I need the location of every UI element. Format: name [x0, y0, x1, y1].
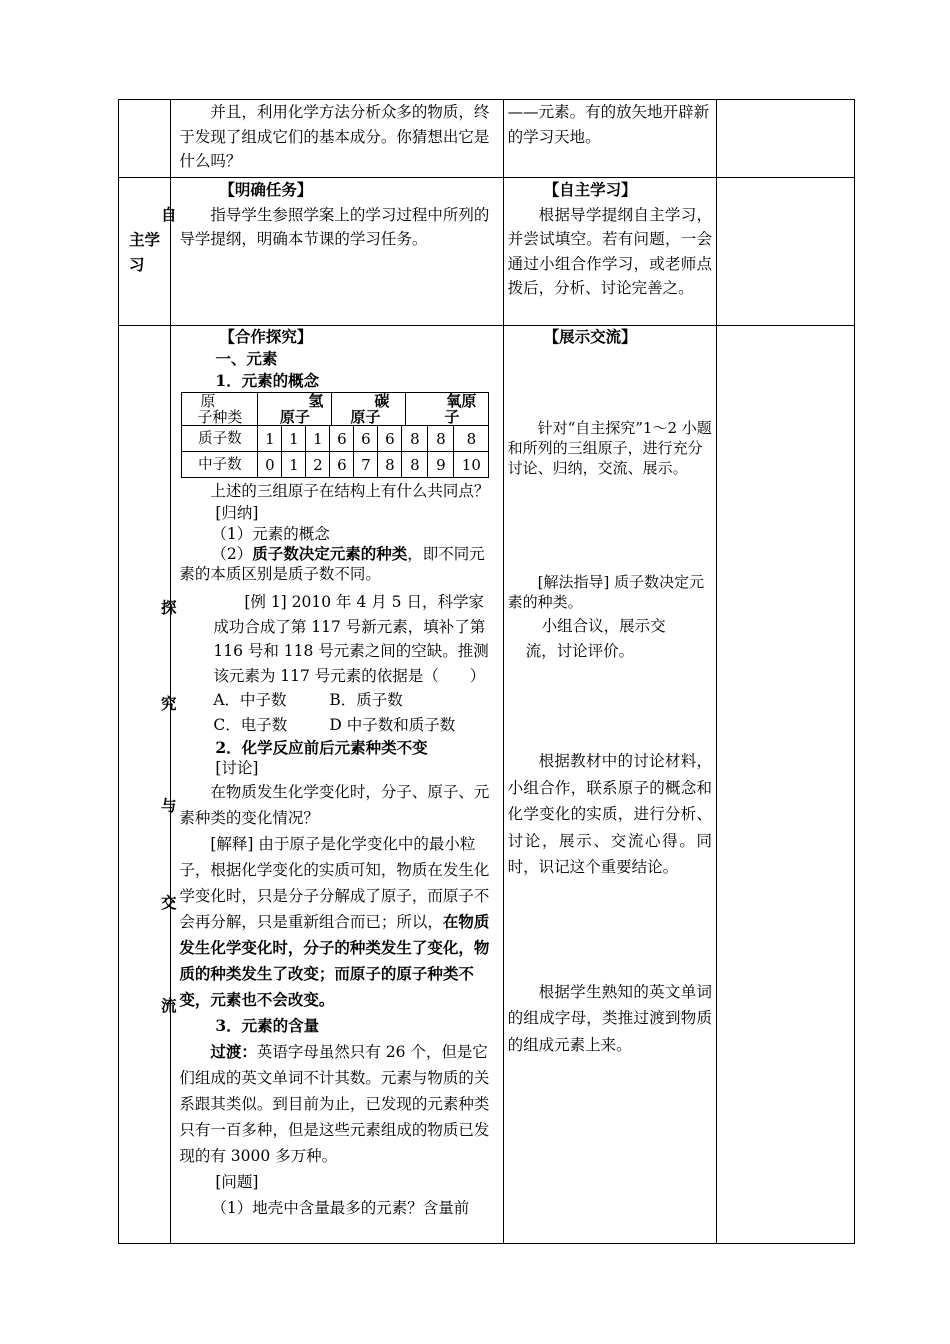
transition-label: 过渡：: [210, 1042, 257, 1061]
atom-question: 上述的三组原子在结构上有什么共同点？: [210, 482, 490, 500]
carbon-top: 碳: [374, 392, 390, 410]
proton-value: 6: [330, 426, 354, 452]
exchange-heading: 【展示交流】: [543, 327, 637, 346]
summary-item-2-prefix: （2）: [211, 545, 253, 563]
choice-a: A．中子数: [213, 691, 287, 709]
atom-data-table: [181, 425, 489, 478]
exchange-p3b: 流，讨论评价。: [525, 641, 635, 660]
atom-table: [181, 392, 489, 425]
proton-value: 8: [428, 426, 454, 452]
explore-label-char-1: 探: [161, 598, 177, 617]
explore-label-char-3: 与: [161, 796, 177, 815]
atom-row-protons: [182, 426, 489, 452]
table-row-self-study: [119, 178, 855, 326]
neutron-value: 2: [306, 452, 330, 478]
self-study-text: 根据导学提纲自主学习，并尝试填空。若有问题，一会通过小组合作学习，或老师点拨后，分析、讨论完善之。: [507, 205, 713, 297]
section-elements: 一、元素: [215, 349, 278, 368]
task-text: 指导学生参照学案上的学习过程中所列的导学提纲，明确本节课的学习任务。: [179, 205, 490, 248]
task-heading: 【明确任务】: [219, 180, 313, 199]
neutron-value: 7: [354, 452, 378, 478]
summary-item-2-rest: ，即不同元素的本质区别是质子数不同。: [179, 545, 485, 583]
carbon-bottom: 原子: [350, 408, 381, 426]
neutron-value: 9: [428, 452, 454, 478]
corner-top: 原: [200, 392, 216, 410]
summary-item-2-bold: 质子数决定元素的种类: [252, 544, 408, 563]
exchange-p4: 根据教材中的讨论材料，小组合作，联系原子的概念和化学变化的实质，进行分析、讨论，展示、交流心得。同时，识记这个重要结论。: [507, 752, 713, 876]
intro-teacher-text: 并且，利用化学方法分析众多的物质，终于发现了组成它们的基本成分。你猜想出它是什么吗？: [179, 103, 490, 170]
summary-item-2: [171, 544, 502, 584]
exchange-p3a: 小组合议，展示交: [541, 617, 666, 635]
question-tag: [问题]: [215, 1173, 259, 1191]
lesson-plan-table: [118, 99, 855, 1244]
notes-cell: [717, 326, 855, 1244]
transition-text: [171, 1039, 502, 1169]
choices-row-2: [171, 713, 502, 738]
discuss-text: 在物质发生化学变化时，分子、原子、元素种类的变化情况？: [179, 783, 490, 827]
notes-cell: [717, 100, 855, 178]
explanation-text: [171, 831, 502, 1013]
student-activity-cell: [503, 326, 716, 1244]
explore-label-char-4: 交: [161, 893, 177, 912]
hydrogen-top: 氢: [308, 392, 324, 410]
label-cell-self-study: [119, 178, 177, 326]
atom-table-header: [182, 393, 489, 426]
summary-tag: [归纳]: [215, 504, 259, 522]
proton-value: 1: [306, 426, 330, 452]
student-activity-cell: [503, 178, 716, 326]
proton-value: 6: [378, 426, 402, 452]
subsection-content: 3．元素的含量: [215, 1016, 320, 1035]
section-label-line3: 习: [129, 255, 145, 274]
atom-row-neutrons: [182, 452, 489, 478]
protons-label: 质子数: [182, 426, 258, 452]
label-cell-explore: [119, 326, 177, 1244]
neutron-value: 6: [330, 452, 354, 478]
choices-row-1: [171, 688, 502, 713]
oxygen-top: 氧原: [446, 392, 477, 410]
explanation-normal: [解释] 由于原子是化学变化中的最小粒子，根据化学变化的实质可知，物质在发生化学变化时，只是分子分解成了原子，而原子不会再分解，只是重新组合而已；所以，: [179, 835, 490, 931]
table-row-explore: [119, 326, 855, 1244]
corner-bottom: 子种类: [197, 408, 243, 426]
atom-group-oxygen: [406, 393, 489, 426]
teacher-activity-cell: [171, 326, 503, 1244]
table-row-intro: [119, 100, 855, 178]
proton-value: 8: [454, 426, 489, 452]
exchange-p2: [解法指导] 质子数决定元素的种类。: [507, 573, 705, 611]
notes-cell: [717, 178, 855, 326]
atom-group-carbon: [332, 393, 406, 426]
self-study-heading: 【自主学习】: [543, 180, 637, 199]
explore-label-char-5: 流: [161, 996, 177, 1015]
choice-b: B．质子数: [329, 691, 403, 709]
section-label-line2: 主学: [129, 230, 161, 249]
explanation-bold: 在物质发生化学变化时，分子的种类发生了变化，物质的种类发生了改变；而原子的原子种类不变，元素也不会改变。: [179, 912, 490, 1009]
example-question: [例 1] 2010 年 4 月 5 日，科学家成功合成了第 117 号新元素，填补了第 116 号和 118 号元素之间的空缺。推测该元素为 117 号元素的依据是（ ）: [213, 593, 489, 685]
proton-value: 8: [402, 426, 428, 452]
neutron-value: 0: [258, 452, 282, 478]
oxygen-bottom: 子: [444, 408, 460, 426]
choice-c: C．电子数: [213, 715, 288, 734]
transition-body: 英语字母虽然只有 26 个，但是它们组成的英文单词不计其数。元素与物质的关系跟其类似。到目前为止，已发现的元素种类只有一百多种，但是这些元素组成的物质已发现的有 3000 多万种。: [179, 1043, 490, 1165]
neutron-value: 8: [402, 452, 428, 478]
hydrogen-bottom: 原子: [279, 408, 310, 426]
neutrons-label: 中子数: [182, 452, 258, 478]
student-activity-cell: [503, 100, 716, 178]
question-last: （1）地壳中含量最多的元素？含量前: [211, 1199, 470, 1217]
teacher-activity-cell: [171, 100, 503, 178]
atom-group-hydrogen: [258, 393, 332, 426]
label-cell: [119, 100, 171, 178]
neutron-value: 1: [282, 452, 306, 478]
neutron-value: 10: [454, 452, 489, 478]
subsection-conservation: 2．化学反应前后元素种类不变: [215, 738, 428, 757]
subsection-concept: 1．元素的概念: [215, 371, 320, 390]
proton-value: 1: [282, 426, 306, 452]
choice-d: D 中子数和质子数: [329, 715, 456, 734]
intro-student-text: ——元素。有的放矢地开辟新的学习天地。: [507, 103, 710, 146]
exchange-p1: 针对“自主探究”1～2 小题和所列的三组原子，进行充分讨论、归纳，交流、展示。: [507, 419, 712, 477]
teacher-activity-cell: [171, 178, 503, 326]
summary-item-1: （1）元素的概念: [211, 525, 330, 543]
cooperate-heading: 【合作探究】: [219, 327, 313, 346]
exchange-p5: 根据学生熟知的英文单词的组成字母，类推过渡到物质的组成元素上来。: [507, 982, 713, 1054]
atom-table-corner: [182, 393, 258, 426]
proton-value: 6: [354, 426, 378, 452]
proton-value: 1: [258, 426, 282, 452]
section-label-line1: 自: [161, 205, 177, 224]
neutron-value: 8: [378, 452, 402, 478]
explore-label-char-2: 究: [161, 694, 177, 713]
discuss-tag: [讨论]: [215, 759, 259, 777]
